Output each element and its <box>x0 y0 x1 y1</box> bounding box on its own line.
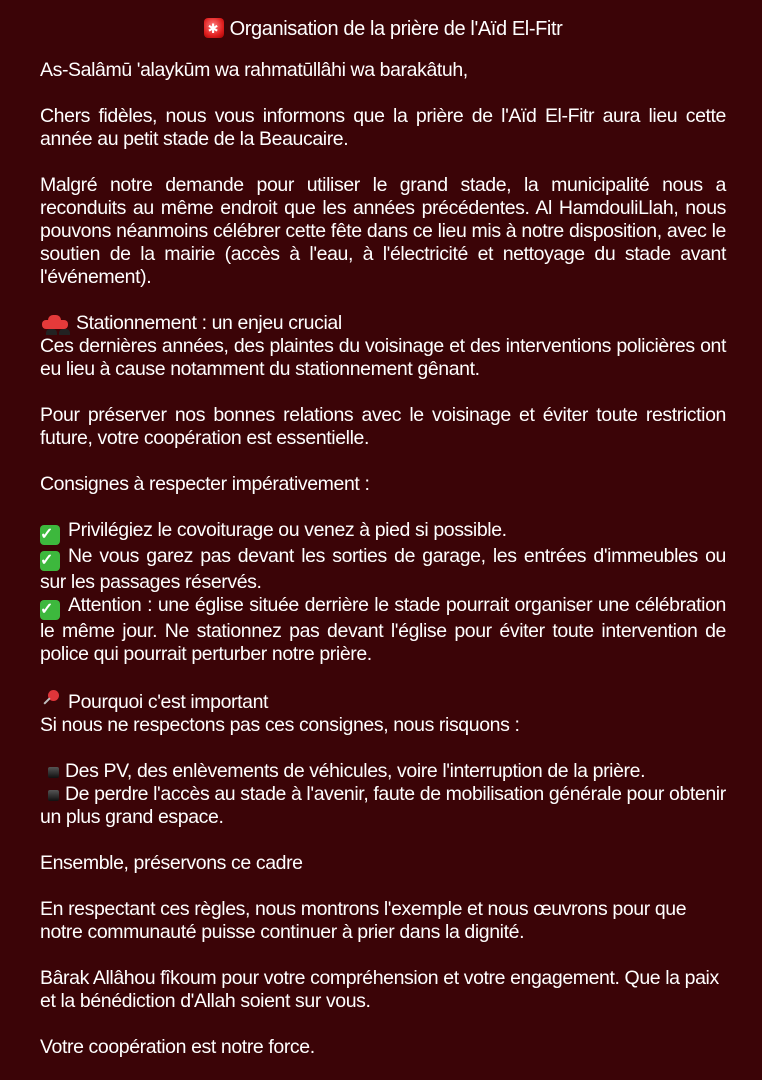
check-mark-icon: ✓ <box>40 551 60 571</box>
rules-heading: Consignes à respecter impérativement : <box>40 473 370 495</box>
intro-paragraph: Chers fidèles, nous vous informons que la prière de l'Aïd El-Fitr aura lieu cette année au petit stade de la Beaucaire. <box>40 105 726 150</box>
blessing-paragraph: Bârak Allâhou fîkoum pour votre compréhension et votre engagement. Que la paix et la bénédiction d'Allah soient sur vous. <box>40 967 719 1012</box>
rule-item: ✓ Attention : une église située derrière le stade pourrait organiser une célébration le même jour. Ne stationnez pas devant l'église pour éviter toute intervention de police qui pourrait perturber notre prière. <box>40 594 726 665</box>
check-mark-icon: ✓ <box>40 600 60 620</box>
risk-item: Des PV, des enlèvements de véhicules, voire l'interruption de la prière. <box>40 760 726 783</box>
black-square-icon <box>48 790 59 801</box>
siren-icon <box>204 18 224 38</box>
importance-heading: Pourquoi c'est important <box>40 689 726 714</box>
example-paragraph: En respectant ces règles, nous montrons l'exemple et nous œuvrons pour que notre communauté puisse continuer à prier dans la dignité. <box>40 898 687 943</box>
parking-text: Ces dernières années, des plaintes du voisinage et des interventions policières ont eu lieu à cause notamment du stationnement gênant. <box>40 335 726 380</box>
parking-heading: Stationnement : un enjeu crucial <box>40 312 726 335</box>
greeting: As-Salâmū 'alaykūm wa rahmatūllâhi wa barakâtuh, <box>40 59 468 81</box>
importance-intro: Si nous ne respectons pas ces consignes, nous risquons : <box>40 714 520 736</box>
stadium-paragraph: Malgré notre demande pour utiliser le grand stade, la municipalité nous a reconduits au même endroit que les années précédentes. Al HamdouliLlah, nous pouvons néanmoins célébrer cette fête dans ce lieu mis à notre disposition, avec le soutien de la mairie (accès à l'eau, à l'électricité et nettoyage du stade avant l'événement). <box>40 174 726 288</box>
risks-list <box>40 760 726 829</box>
check-mark-icon: ✓ <box>40 525 60 545</box>
black-square-icon <box>48 767 59 778</box>
closing-line: Votre coopération est notre force. <box>40 1036 315 1058</box>
page-title: ✱Organisation de la prière de l'Aïd El-Fitr <box>40 18 726 41</box>
rules-list <box>40 519 726 666</box>
car-icon <box>40 314 70 332</box>
together-line: Ensemble, préservons ce cadre <box>40 852 303 874</box>
importance-section <box>40 689 726 737</box>
risk-item: De perdre l'accès au stade à l'avenir, faute de mobilisation générale pour obtenir un plus grand espace. <box>40 783 726 828</box>
cooperation-paragraph: Pour préserver nos bonnes relations avec le voisinage et éviter toute restriction future, votre coopération est essentielle. <box>40 404 726 449</box>
rule-item: ✓ Privilégiez le covoiturage ou venez à pied si possible. <box>40 519 507 543</box>
rule-item: ✓ Ne vous garez pas devant les sorties de garage, les entrées d'immeubles ou sur les passages réservés. <box>40 545 726 593</box>
pushpin-icon <box>40 689 62 711</box>
parking-section <box>40 312 726 381</box>
